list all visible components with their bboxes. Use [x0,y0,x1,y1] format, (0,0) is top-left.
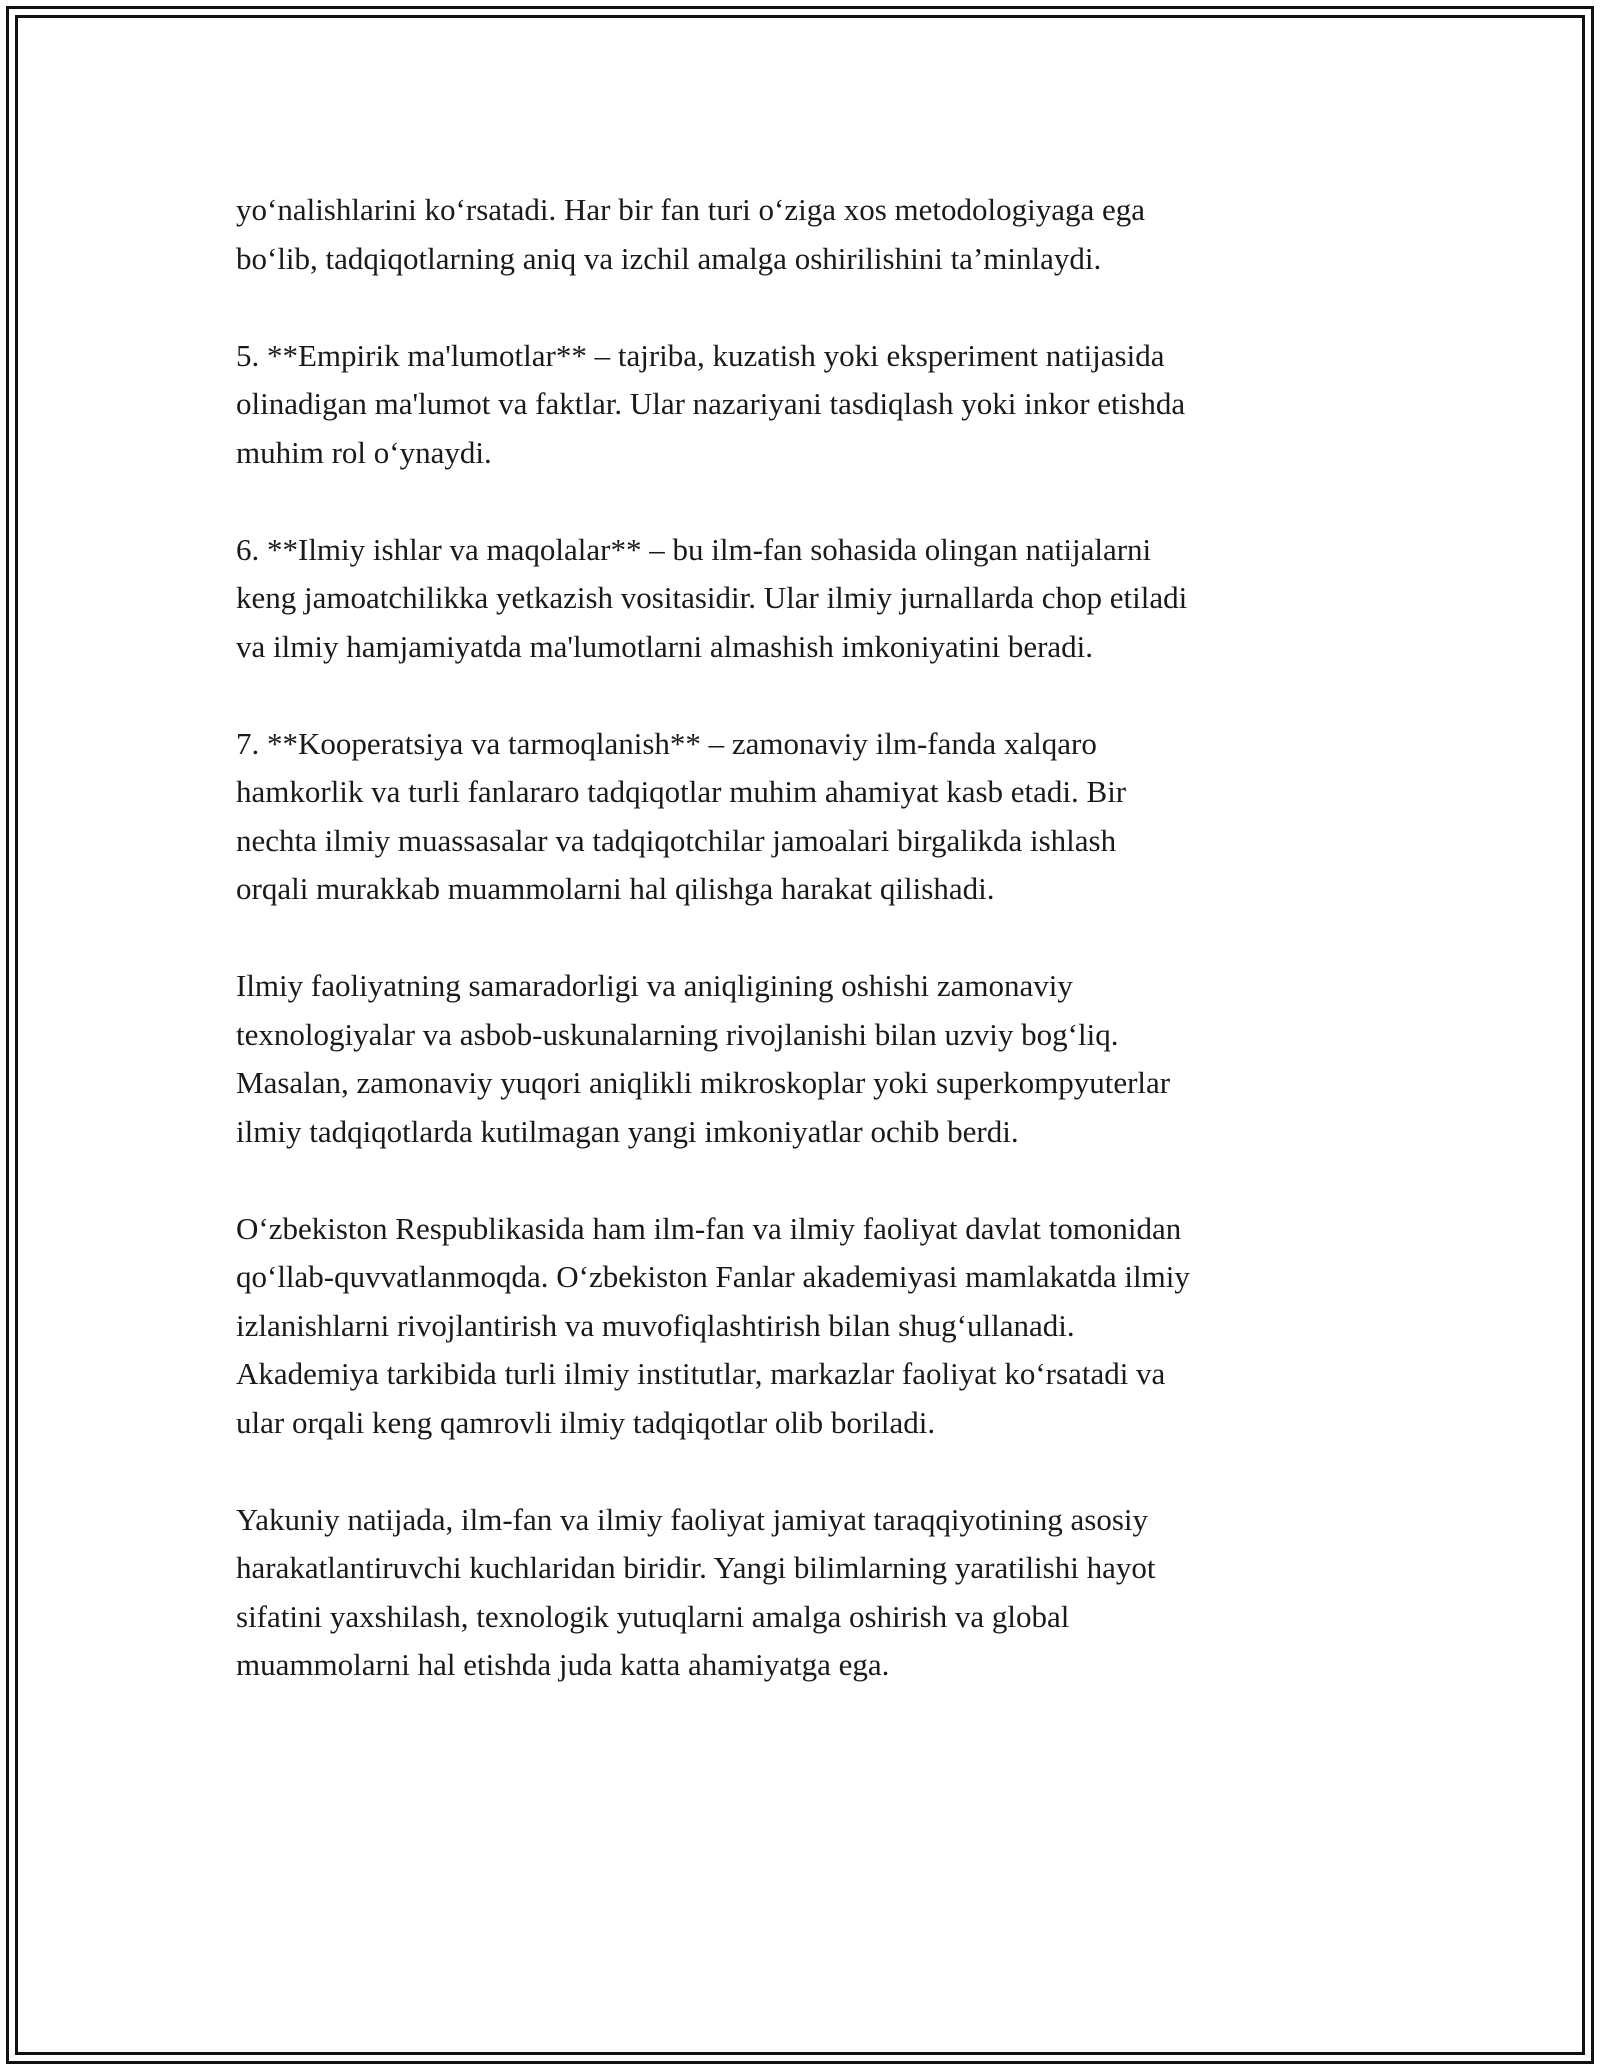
text-line: sifatini yaxshilash, texnologik yutuqlarni amalga oshirish va global [236,1598,1070,1634]
text-line: Akademiya tarkibida turli ilmiy institutlar, markazlar faoliyat ko‘rsatadi va [236,1356,1166,1391]
document-body [236,186,1396,1738]
text-line: keng jamoatchilikka yetkazish vositasidir. Ular ilmiy jurnallarda chop etiladi [236,580,1188,615]
paragraph-uzbekistan [236,1205,1396,1448]
text-line: texnologiyalar va asbob-uskunalarning rivojlanishi bilan uzviy bog‘liq. [236,1016,1119,1052]
text-line: muhim rol o‘ynaydi. [236,434,492,470]
text-line: izlanishlarni rivojlantirish va muvofiqlashtirish bilan shug‘ullanadi. [236,1307,1075,1343]
text-line: O‘zbekiston Respublikasida ham ilm-fan va ilmiy faoliyat davlat tomonidan [236,1210,1182,1246]
text-line: 6. **Ilmiy ishlar va maqolalar** – bu ilm-fan sohasida olingan natijalarni [236,531,1152,567]
text-line: nechta ilmiy muassasalar va tadqiqotchilar jamoalari birgalikda ishlash [236,822,1117,858]
text-line: yo‘nalishlarini ko‘rsatadi. Har bir fan turi o‘ziga xos metodologiyaga ega [236,192,1146,227]
paragraph-technology [236,962,1396,1156]
paragraph-methodology [236,186,1396,283]
text-line: va ilmiy hamjamiyatda ma'lumotlarni almashish imkoniyatini beradi. [236,628,1094,664]
text-line: ular orqali keng qamrovli ilmiy tadqiqotlar olib boriladi. [236,1404,936,1440]
text-line: Yakuniy natijada, ilm-fan va ilmiy faoliyat jamiyat taraqqiyotining asosiy [236,1501,1149,1537]
text-line: 7. **Kooperatsiya va tarmoqlanish** – zamonaviy ilm-fanda xalqaro [236,725,1097,761]
text-line: Ilmiy faoliyatning samaradorligi va aniqligining oshishi zamonaviy [236,968,1073,1003]
paragraph-item-7-cooperation [236,720,1396,914]
text-line: Masalan, zamonaviy yuqori aniqlikli mikroskoplar yoki superkompyuterlar [236,1065,1171,1100]
text-line: qo‘llab-quvvatlanmoqda. O‘zbekiston Fanlar akademiyasi mamlakatda ilmiy [236,1259,1190,1294]
paragraph-item-5-empirical-data [236,332,1396,478]
paragraph-conclusion [236,1496,1396,1690]
text-line: harakatlantiruvchi kuchlaridan biridir. Yangi bilimlarning yaratilishi hayot [236,1550,1156,1585]
text-line: muammolarni hal etishda juda katta ahamiyatga ega. [236,1647,890,1682]
text-line: orqali murakkab muammolarni hal qilishga harakat qilishadi. [236,871,995,906]
paragraph-item-6-scientific-works [236,526,1396,672]
text-line: hamkorlik va turli fanlararo tadqiqotlar muhim ahamiyat kasb etadi. Bir [236,774,1127,809]
text-line: bo‘lib, tadqiqotlarning aniq va izchil amalga oshirilishini ta’minlaydi. [236,240,1102,276]
text-line: ilmiy tadqiqotlarda kutilmagan yangi imkoniyatlar ochib berdi. [236,1113,1019,1149]
text-line: olinadigan ma'lumot va faktlar. Ular nazariyani tasdiqlash yoki inkor etishda [236,386,1186,421]
text-line: 5. **Empirik ma'lumotlar** – tajriba, kuzatish yoki eksperiment natijasida [236,337,1165,373]
